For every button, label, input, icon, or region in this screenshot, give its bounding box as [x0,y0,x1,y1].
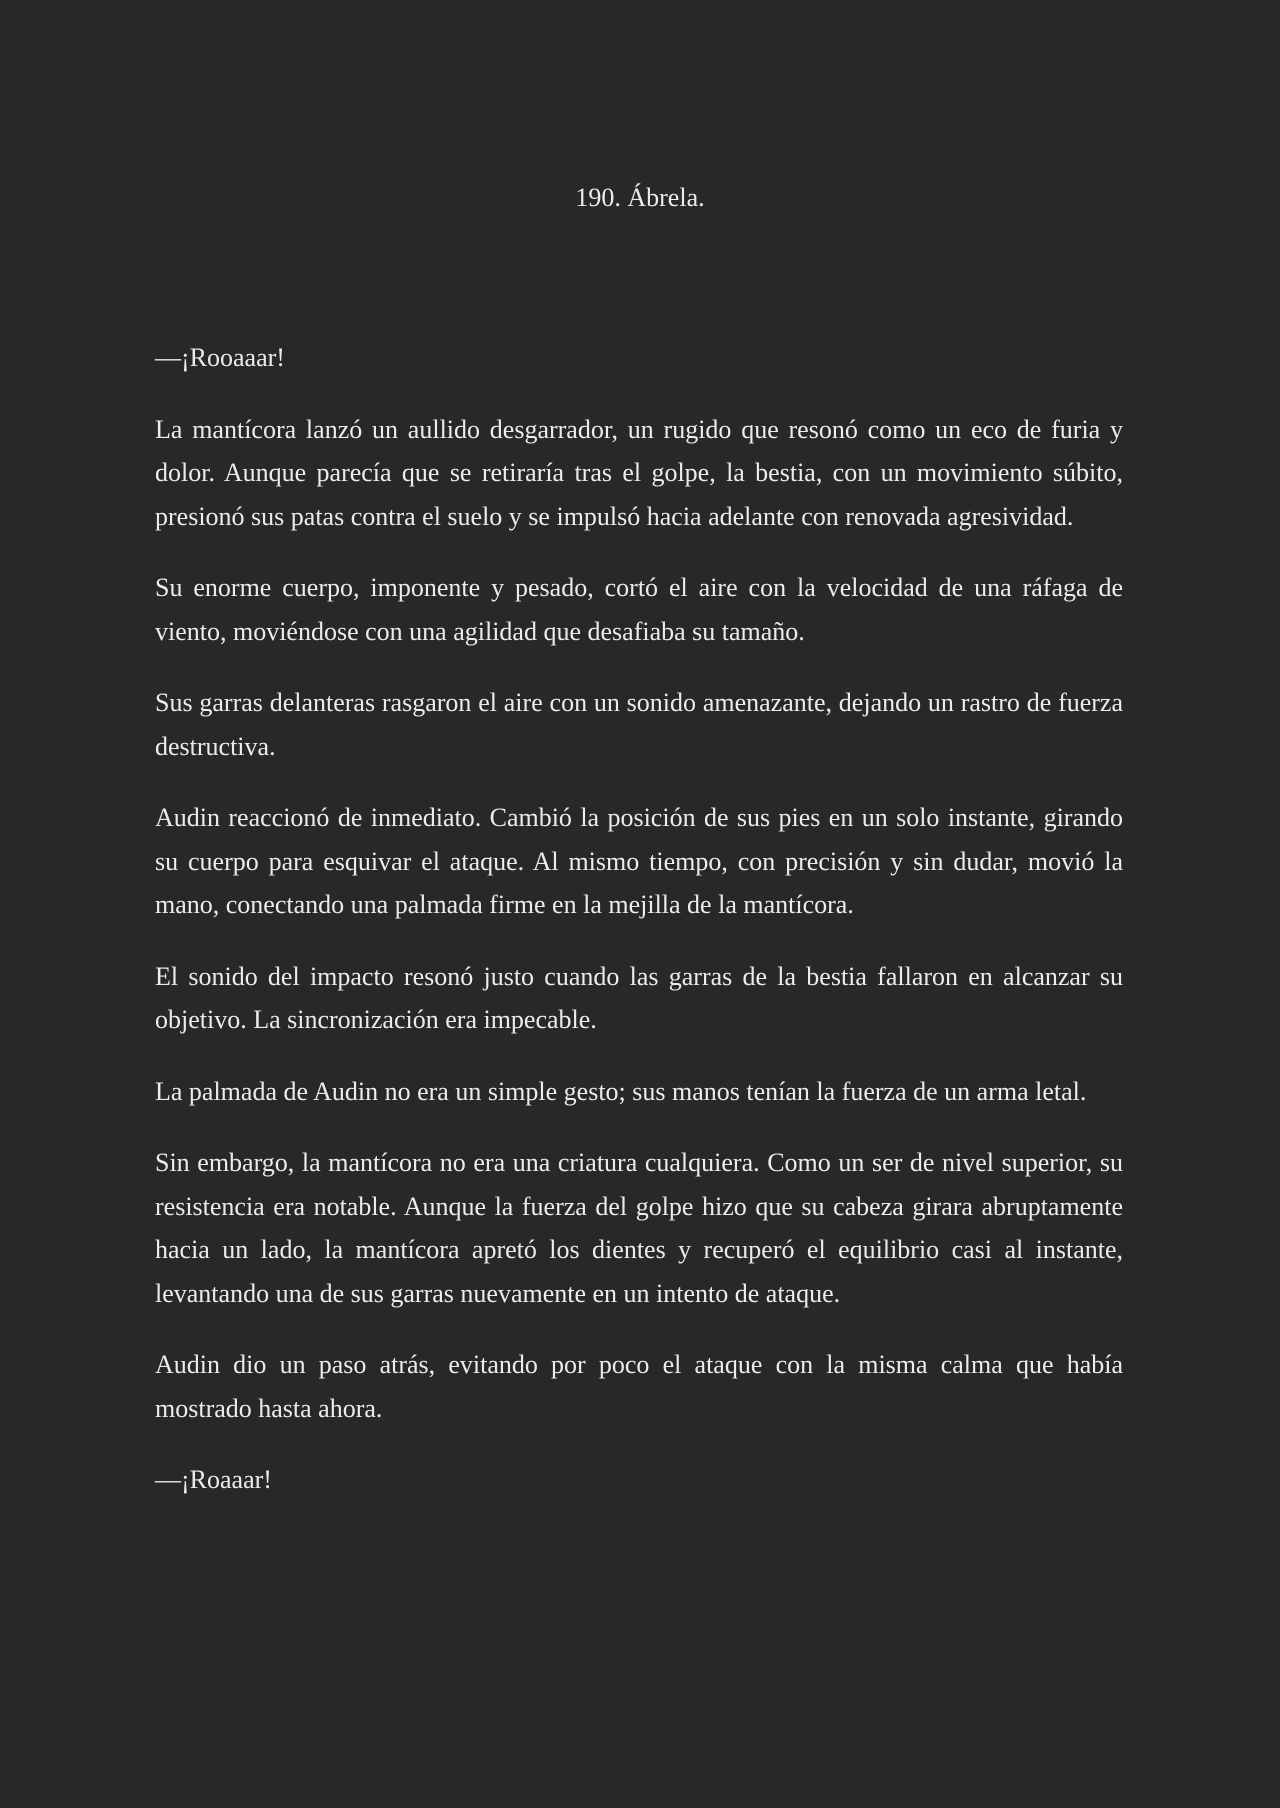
paragraph: Su enorme cuerpo, imponente y pesado, cortó el aire con la velocidad de una ráfaga de viento, moviéndose con una agilidad que desafiaba su tamaño. [155,573,1123,646]
paragraph: Audin dio un paso atrás, evitando por poco el ataque con la misma calma que había mostrado hasta ahora. [155,1350,1123,1423]
paragraph: —¡Rooaaar! [155,343,285,372]
paragraph: Sin embargo, la mantícora no era una criatura cualquiera. Como un ser de nivel superior, su resistencia era notable. Aunque la fuerza del golpe hizo que su cabeza girara abruptamente hacia un lado, la mantícora apretó los dientes y recuperó el equilibrio casi al instante, levantando una de sus garras nuevamente en un intento de ataque. [155,1148,1123,1308]
paragraph: La palmada de Audin no era un simple gesto; sus manos tenían la fuerza de un arma letal. [155,1076,1087,1106]
paragraph: —¡Roaaar! [155,1465,272,1494]
chapter-title: 190. Ábrela. [575,183,705,212]
paragraph: Audin reaccionó de inmediato. Cambió la posición de sus pies en un solo instante, girando su cuerpo para esquivar el ataque. Al mismo tiempo, con precisión y sin dudar, movió la mano, conectando una palmada firme en la mejilla de la mantícora. [155,803,1123,919]
paragraph: Sus garras delanteras rasgaron el aire con un sonido amenazante, dejando un rastro de fuerza destructiva. [155,688,1123,761]
paragraph: La mantícora lanzó un aullido desgarrador, un rugido que resonó como un eco de furia y dolor. Aunque parecía que se retiraría tras el golpe, la bestia, con un movimiento súbito, presionó sus patas contra el suelo y se impulsó hacia adelante con renovada agresividad. [155,414,1123,531]
chapter-content [155,336,1123,1530]
paragraph: El sonido del impacto resonó justo cuando las garras de la bestia fallaron en alcanzar su objetivo. La sincronización era impecable. [155,961,1123,1034]
